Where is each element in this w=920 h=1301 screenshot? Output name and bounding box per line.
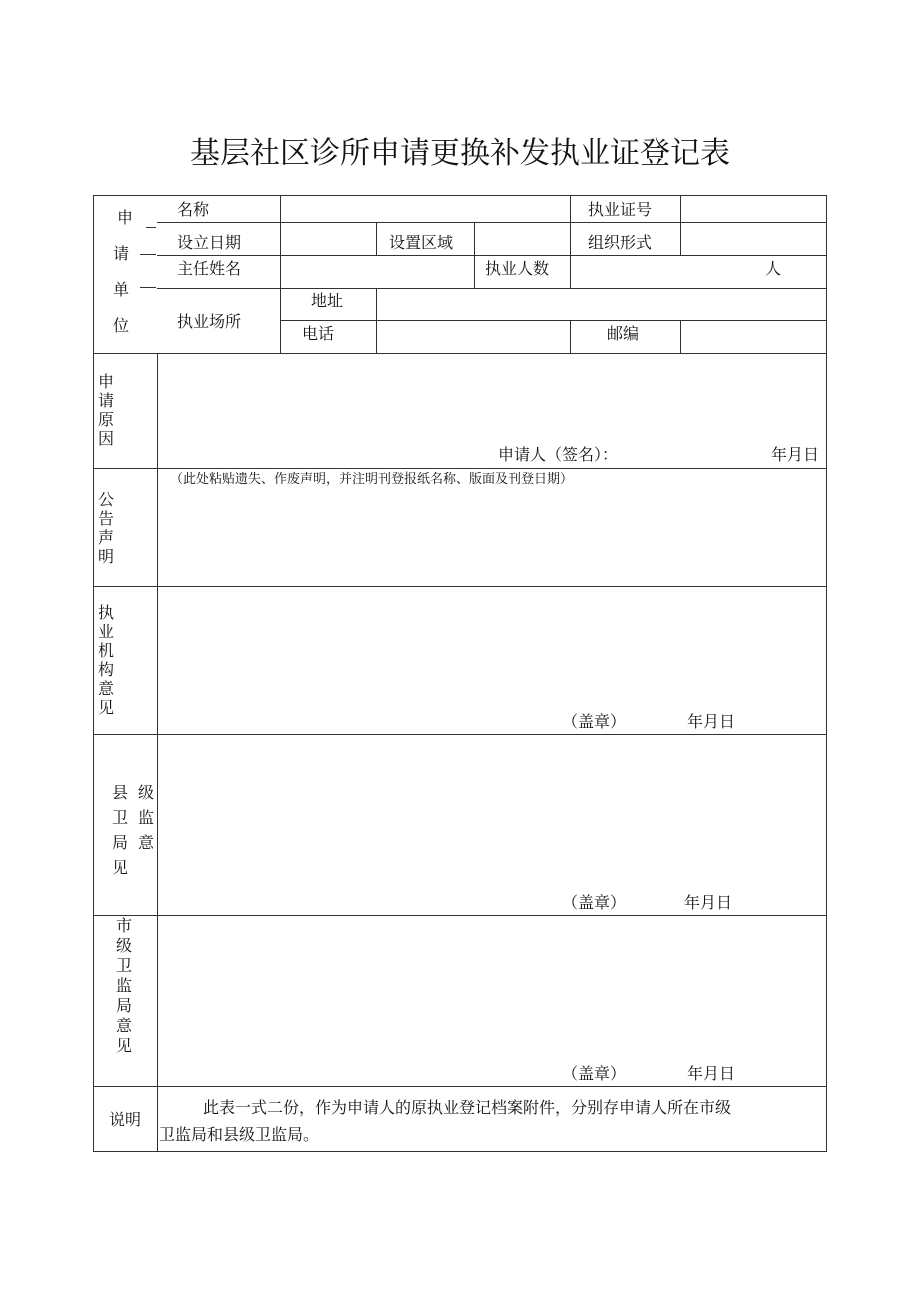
reason-label: 申 请 原 因 bbox=[97, 372, 114, 448]
institution-opinion-field[interactable] bbox=[159, 588, 825, 706]
name-field[interactable] bbox=[282, 197, 568, 221]
address-field[interactable] bbox=[378, 290, 824, 319]
form-title: 基层社区诊所申请更换补发执业证登记表 bbox=[190, 136, 730, 171]
institution-date: 年月日 bbox=[687, 712, 736, 731]
county-seal-label: （盖章） bbox=[562, 893, 627, 912]
applicant-unit-label-4: 位 bbox=[113, 316, 130, 335]
reason-field[interactable] bbox=[159, 355, 825, 439]
postcode-label: 邮编 bbox=[607, 324, 640, 343]
address-label: 地址 bbox=[311, 291, 344, 310]
license-number-label: 执业证号 bbox=[588, 200, 653, 219]
county-opinion-label-col1: 县 卫 局 见 bbox=[111, 783, 128, 877]
setup-date-label: 设立日期 bbox=[177, 233, 242, 252]
explanation-label: 说明 bbox=[109, 1110, 142, 1129]
explanation-line-1: 此表一式二份，作为申请人的原执业登记档案附件，分别存申请人所在市级 bbox=[203, 1098, 732, 1117]
postcode-field[interactable] bbox=[682, 322, 824, 352]
phone-label: 电话 bbox=[302, 324, 335, 343]
institution-opinion-label: 执 业 机 构 意 见 bbox=[97, 603, 114, 717]
director-name-field[interactable] bbox=[282, 257, 472, 287]
applicant-unit-label-2: 请 bbox=[113, 244, 130, 263]
applicant-unit-label-1: 申 bbox=[117, 208, 134, 227]
setup-area-field[interactable] bbox=[476, 224, 568, 254]
setup-date-field[interactable] bbox=[282, 224, 374, 254]
setup-area-label: 设置区域 bbox=[389, 233, 454, 252]
people-unit: 人 bbox=[765, 259, 782, 278]
announcement-label: 公 告 声 明 bbox=[97, 490, 114, 566]
license-number-field[interactable] bbox=[682, 197, 824, 221]
county-opinion-label-col2: 级 监 意 bbox=[137, 783, 154, 852]
practitioner-count-field[interactable] bbox=[572, 257, 752, 287]
director-name-label: 主任姓名 bbox=[177, 259, 242, 278]
premises-label: 执业场所 bbox=[177, 312, 242, 331]
city-opinion-label: 市 级 卫 监 局 意 见 bbox=[115, 916, 132, 1055]
county-date: 年月日 bbox=[684, 893, 733, 912]
applicant-unit-label-3: 单 bbox=[113, 280, 130, 299]
announcement-paste-area[interactable] bbox=[159, 490, 825, 584]
city-opinion-field[interactable] bbox=[159, 917, 825, 1057]
reason-date: 年月日 bbox=[771, 445, 820, 464]
practitioner-count-label: 执业人数 bbox=[485, 259, 550, 278]
city-date: 年月日 bbox=[687, 1064, 736, 1083]
phone-field[interactable] bbox=[378, 322, 568, 352]
applicant-signature-label: 申请人（签名）： bbox=[498, 445, 619, 464]
county-opinion-field[interactable] bbox=[159, 736, 825, 888]
org-form-label: 组织形式 bbox=[588, 233, 653, 252]
org-form-field[interactable] bbox=[682, 224, 824, 254]
explanation-line-2: 卫监局和县级卫监局。 bbox=[159, 1125, 320, 1144]
announcement-note: （此处粘贴遗失、作废声明，并注明刊登报纸名称、版面及刊登日期） bbox=[170, 472, 574, 487]
city-seal-label: （盖章） bbox=[562, 1064, 627, 1083]
name-label: 名称 bbox=[177, 200, 210, 219]
institution-seal-label: （盖章） bbox=[562, 712, 627, 731]
